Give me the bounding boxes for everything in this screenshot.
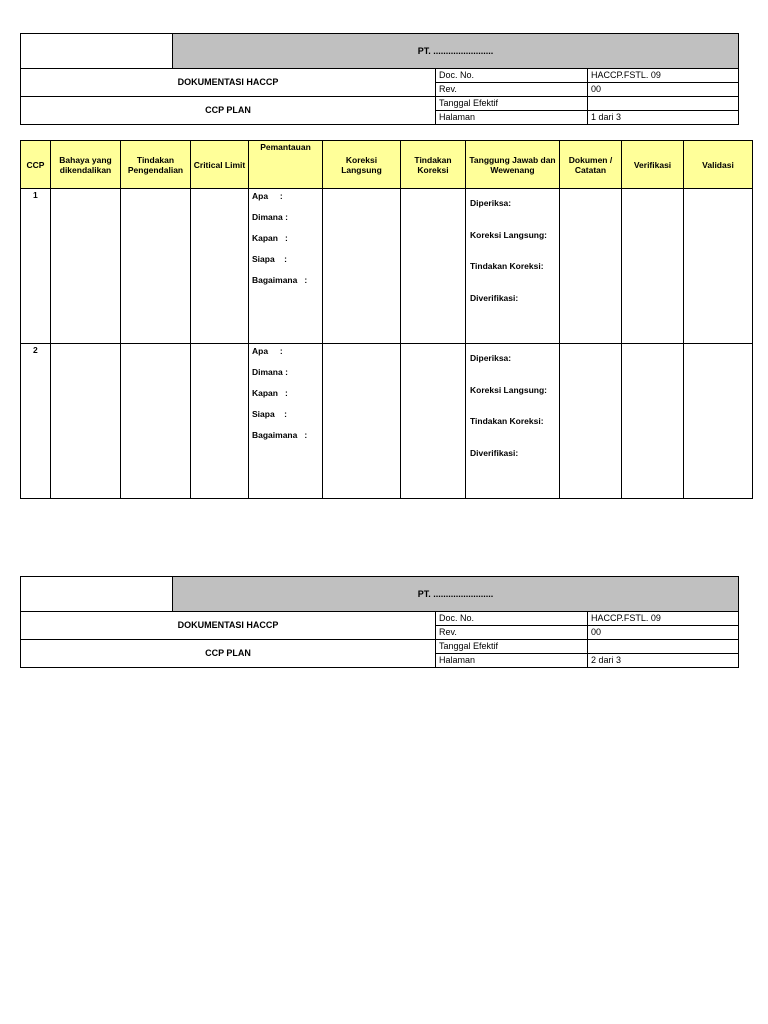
logo-cell (21, 577, 173, 612)
page-label: Halaman (436, 111, 588, 125)
responsibility-cell (466, 344, 560, 499)
plan-title: CCP PLAN (21, 97, 436, 125)
doc-no-label: Doc. No. (436, 69, 588, 83)
validation-cell (684, 189, 753, 344)
responsibility-cell (466, 189, 560, 344)
page-value: 1 dari 3 (588, 111, 739, 125)
resp-checked: Diperiksa: (470, 353, 512, 363)
records-cell (560, 189, 622, 344)
critical-limit-cell (191, 344, 249, 499)
page-value: 2 dari 3 (588, 654, 739, 668)
verification-cell (622, 189, 684, 344)
resp-immediate-correction: Koreksi Langsung: (470, 384, 547, 395)
verification-cell (622, 344, 684, 499)
rev-label: Rev. (436, 626, 588, 640)
table-row (21, 344, 753, 499)
doc-title: DOKUMENTASI HACCP (21, 612, 436, 640)
col-immediate-correction: Koreksi Langsung (323, 141, 401, 189)
col-control-measure: Tindakan Pengendalian (121, 141, 191, 189)
plan-title: CCP PLAN (21, 640, 436, 668)
resp-verified: Diverifikasi: (470, 292, 519, 303)
col-verification: Verifikasi (622, 141, 684, 189)
document-header-1 (20, 33, 739, 125)
col-monitoring: Pemantauan (249, 141, 323, 189)
resp-verified: Diverifikasi: (470, 447, 519, 458)
effective-date-label: Tanggal Efektif (436, 97, 588, 111)
table-header-row (21, 141, 753, 189)
document-header-2 (20, 576, 739, 668)
company-name: PT. ........................ (173, 34, 739, 69)
monitoring-where: Dimana : (252, 212, 288, 222)
monitoring-where: Dimana : (252, 367, 288, 377)
control-measure-cell (121, 344, 191, 499)
control-measure-cell (121, 189, 191, 344)
logo-cell (21, 34, 173, 69)
doc-title: DOKUMENTASI HACCP (21, 69, 436, 97)
resp-immediate-correction: Koreksi Langsung: (470, 229, 547, 240)
resp-corrective-action: Tindakan Koreksi: (470, 416, 544, 426)
col-critical-limit: Critical Limit (191, 141, 249, 189)
corrective-action-cell (401, 189, 466, 344)
effective-date-value (588, 640, 739, 654)
monitoring-how: Bagaimana : (252, 275, 308, 285)
monitoring-who: Siapa : (252, 254, 287, 264)
ccp-plan-table (20, 140, 753, 499)
monitoring-how: Bagaimana : (252, 430, 308, 440)
monitoring-when: Kapan : (252, 388, 288, 398)
col-corrective-action: Tindakan Koreksi (401, 141, 466, 189)
doc-no-label: Doc. No. (436, 612, 588, 626)
resp-checked: Diperiksa: (470, 198, 512, 208)
col-hazard: Bahaya yang dikendalikan (51, 141, 121, 189)
records-cell (560, 344, 622, 499)
immediate-correction-cell (323, 189, 401, 344)
critical-limit-cell (191, 189, 249, 344)
col-validation: Validasi (684, 141, 753, 189)
corrective-action-cell (401, 344, 466, 499)
effective-date-value (588, 97, 739, 111)
page-label: Halaman (436, 654, 588, 668)
col-ccp: CCP (21, 141, 51, 189)
col-responsibility: Tanggung Jawab dan Wewenang (466, 141, 560, 189)
rev-value: 00 (588, 626, 739, 640)
hazard-cell (51, 189, 121, 344)
ccp-number: 2 (21, 344, 51, 499)
effective-date-label: Tanggal Efektif (436, 640, 588, 654)
validation-cell (684, 344, 753, 499)
doc-no-value: HACCP.FSTL. 09 (588, 612, 739, 626)
monitoring-what: Apa : (252, 191, 283, 201)
monitoring-what: Apa : (252, 346, 283, 356)
hazard-cell (51, 344, 121, 499)
doc-no-value: HACCP.FSTL. 09 (588, 69, 739, 83)
monitoring-when: Kapan : (252, 233, 288, 243)
company-name: PT. ........................ (173, 577, 739, 612)
resp-corrective-action: Tindakan Koreksi: (470, 261, 544, 271)
table-row (21, 189, 753, 344)
rev-value: 00 (588, 83, 739, 97)
col-records: Dokumen / Catatan (560, 141, 622, 189)
immediate-correction-cell (323, 344, 401, 499)
monitoring-who: Siapa : (252, 409, 287, 419)
monitoring-cell (249, 344, 323, 499)
ccp-number: 1 (21, 189, 51, 344)
monitoring-cell (249, 189, 323, 344)
rev-label: Rev. (436, 83, 588, 97)
